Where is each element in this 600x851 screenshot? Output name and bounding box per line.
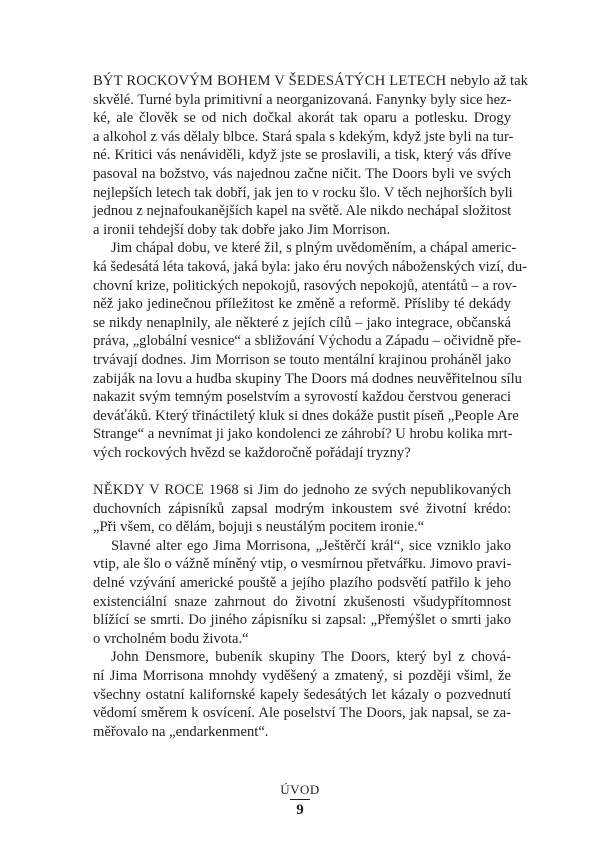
text-line: pasoval na božstvo, vás najednou začne ničit. The Doors byli ve svých <box>93 165 511 182</box>
section-break <box>93 462 511 481</box>
text-line: nakazit svým temným poselstvím a syrovostí každou čerstvou generaci <box>93 389 511 406</box>
text-line: blížící se smrti. Do jiného zápisníku si zapsal: „Přemýšlet o smrti jako <box>93 612 511 629</box>
lead-in-caps: BÝT ROCKOVÝM BOHEM V ŠEDESÁTÝCH LETECH <box>93 73 447 89</box>
text-line: o vrcholném bodu života.“ <box>93 630 249 647</box>
text-line: „Při všem, co dělám, bojuji s neustálým pocitem ironie.“ <box>93 519 425 536</box>
text-line <box>93 72 528 91</box>
text-line <box>93 481 511 500</box>
lead-in-caps: NĚKDY V ROCE 1968 <box>93 482 239 499</box>
text-line: John Densmore, bubeník skupiny The Doors, který byl z chová- <box>111 649 511 666</box>
paragraph <box>93 481 511 537</box>
text-line: zabiják na lovu a hudba skupiny The Doors má dodnes neuvěřitelnou sílu <box>93 370 522 387</box>
text-line: práva, „globální vesnice“ a sbližování Východu a Západu – očividně pře- <box>93 333 522 350</box>
text-line: nejlepších letech tak dobří, jak jen to v rocku šlo. V těch nejhorších byli <box>93 184 513 201</box>
body-text <box>93 72 528 741</box>
text-line: ká šedesátá léta taková, jaká byla: jako éru nových náboženských vizí, du- <box>93 258 528 275</box>
text-line: a ironii tehdejší doby tak dobře jako Jim Morrison. <box>93 221 391 238</box>
text-line: vých rockových hvězd se každoročně pořádají tryzny? <box>93 444 411 461</box>
footer-divider <box>290 799 310 800</box>
paragraph <box>93 648 511 741</box>
text-line: duchovních zápisníků zapsal modrým inkoustem své životní krédo: <box>93 500 511 517</box>
page-number: 9 <box>296 802 304 818</box>
text-line: Slavné alter ego Jima Morrisona, „Ještěrčí král“, sice vzniklo jako <box>111 537 511 554</box>
text-fragment: nebylo až tak <box>446 73 528 89</box>
text-line: Jim chápal dobu, ve které žil, s plným uvědoměním, a chápal americ- <box>111 240 517 257</box>
page-footer <box>0 782 600 819</box>
text-line: Strange“ a nevnímat ji jako kondolenci ze záhrobí? U hrobu kolika mrt- <box>93 426 513 443</box>
text-line: chovní krize, politických nepokojů, rasových nepokojů, atentátů – a rov- <box>93 277 517 294</box>
text-line: skvělé. Turné byla primitivní a neorganizovaná. Fanynky byly sice hez- <box>93 91 512 108</box>
text-line: vědomí směrem k osvícení. Ale poselství The Doors, jak napsal, se za- <box>93 705 511 722</box>
text-line: delné vzývání americké pouště a jejího plazího podsvětí patřilo k jeho <box>93 575 511 592</box>
text-line: ní Jima Morrisona mnohdy vyděšený a zmatený, si později všiml, že <box>93 668 511 684</box>
running-footer-chapter-title: ÚVOD <box>280 782 320 797</box>
text-line: existenciální snaze zahrnout do životní zkušenosti všudypřítomnost <box>93 593 511 610</box>
text-line: měřovalo na „endarkenment“. <box>93 723 269 740</box>
text-line: né. Kritici vás nenáviděli, když jste se proslavili, a tisk, který vás dříve <box>93 147 511 164</box>
paragraph <box>93 239 528 462</box>
paragraph <box>93 537 511 649</box>
text-line: jednou z nejnafoukanějších kapel na světě. Ale nikdo nechápal složitost <box>93 203 512 220</box>
text-line: deváťáků. Který třináctiletý kluk si dnes dokáže pustit píseň „People Are <box>93 407 519 424</box>
paragraph <box>93 72 528 239</box>
text-fragment: si Jim do jednoho ze svých nepublikovaných <box>238 482 512 499</box>
text-line: vtip, ale šlo o vážně míněný vtip, o vesmírnou přetvářku. Jimovo pravi- <box>93 556 512 573</box>
text-line: všechny ostatní kalifornské kapely šedesátých let kázaly o pozvednutí <box>93 686 511 703</box>
text-line: ké, ale člověk se od nich dočkal akorát tak oparu a potlesku. Drogy <box>93 110 511 127</box>
text-line: se nikdy nenaplnily, ale některé z jejích cílů – jako integrace, občanská <box>93 314 511 331</box>
text-line: něž jako jedinečnou příležitost ke změně a reformě. Přísliby té dekády <box>93 296 511 313</box>
text-line: a alkohol z vás dělaly blbce. Stará spala s kdekým, když jste byli na tur- <box>93 128 514 145</box>
text-line: trvávají dodnes. Jim Morrison se touto mentální krajinou proháněl jako <box>93 351 511 368</box>
